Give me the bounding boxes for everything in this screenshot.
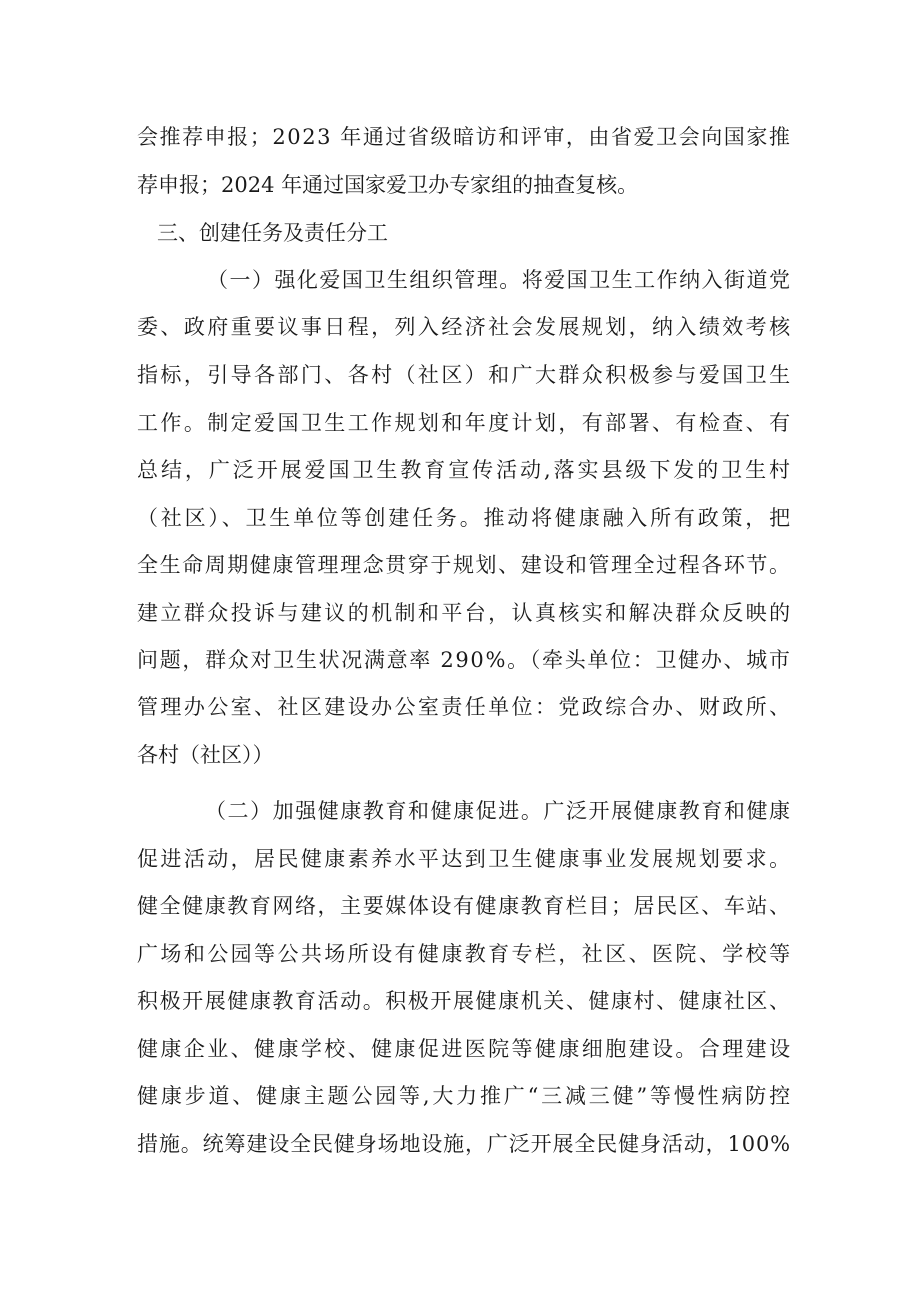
- section-heading: 三、创建任务及责任分工: [157, 221, 388, 245]
- text-line: 各村（社区））: [137, 743, 274, 767]
- text-line: 措施。统筹建设全民健身场地设施，广泛开展全民健身活动，100%: [137, 1132, 792, 1156]
- paragraph-heading: （一）强化爱国卫生组织管理。将爱国卫生工作纳入街道党: [207, 268, 792, 292]
- text-line: 全生命周期健康管理理念贯穿于规划、建设和管理全过程各环节。: [137, 553, 792, 577]
- text-line: 会推荐申报；2023 年通过省级暗访和评审，由省爱卫会向国家推: [137, 125, 792, 149]
- paragraph-heading: （二）加强健康教育和健康促进。广泛开展健康教育和健康: [205, 799, 792, 823]
- text-line: 问题，群众对卫生状况满意率 290%。（牵头单位：卫健办、城市: [137, 648, 792, 672]
- text-line: 健康步道、健康主题公园等,大力推广“三减三健”等慢性病防控: [137, 1084, 793, 1108]
- text-line: 广场和公园等公共场所设有健康教育专栏，社区、医院、学校等: [137, 942, 793, 966]
- text-line: （社区）、卫生单位等创建任务。推动将健康融入所有政策，把: [137, 506, 793, 530]
- text-line: 委、政府重要议事日程，列入经济社会发展规划，纳入绩效考核: [137, 315, 793, 339]
- text-line: 积极开展健康教育活动。积极开展健康机关、健康村、健康社区、: [137, 989, 792, 1013]
- text-line: 促进活动，居民健康素养水平达到卫生健康事业发展规划要求。: [137, 847, 793, 871]
- text-line: 建立群众投诉与建议的机制和平台，认真核实和解决群众反映的: [137, 601, 793, 625]
- text-line: 健全健康教育网络，主要媒体设有健康教育栏目；居民区、车站、: [137, 894, 792, 918]
- text-line: 工作。制定爱国卫生工作规划和年度计划，有部署、有检查、有: [137, 411, 793, 435]
- text-line: 管理办公室、社区建设办公室责任单位：党政综合办、财政所、: [137, 695, 793, 719]
- text-line: 总结，广泛开展爱国卫生教育宣传活动,落实县级下发的卫生村: [137, 458, 793, 482]
- text-line: 健康企业、健康学校、健康促进医院等健康细胞建设。合理建设: [137, 1037, 793, 1061]
- text-line: 指标，引导各部门、各村（社区）和广大群众积极参与爱国卫生: [137, 363, 793, 387]
- text-line: 荐申报；2024 年通过国家爱卫办专家组的抽查复核。: [137, 173, 639, 197]
